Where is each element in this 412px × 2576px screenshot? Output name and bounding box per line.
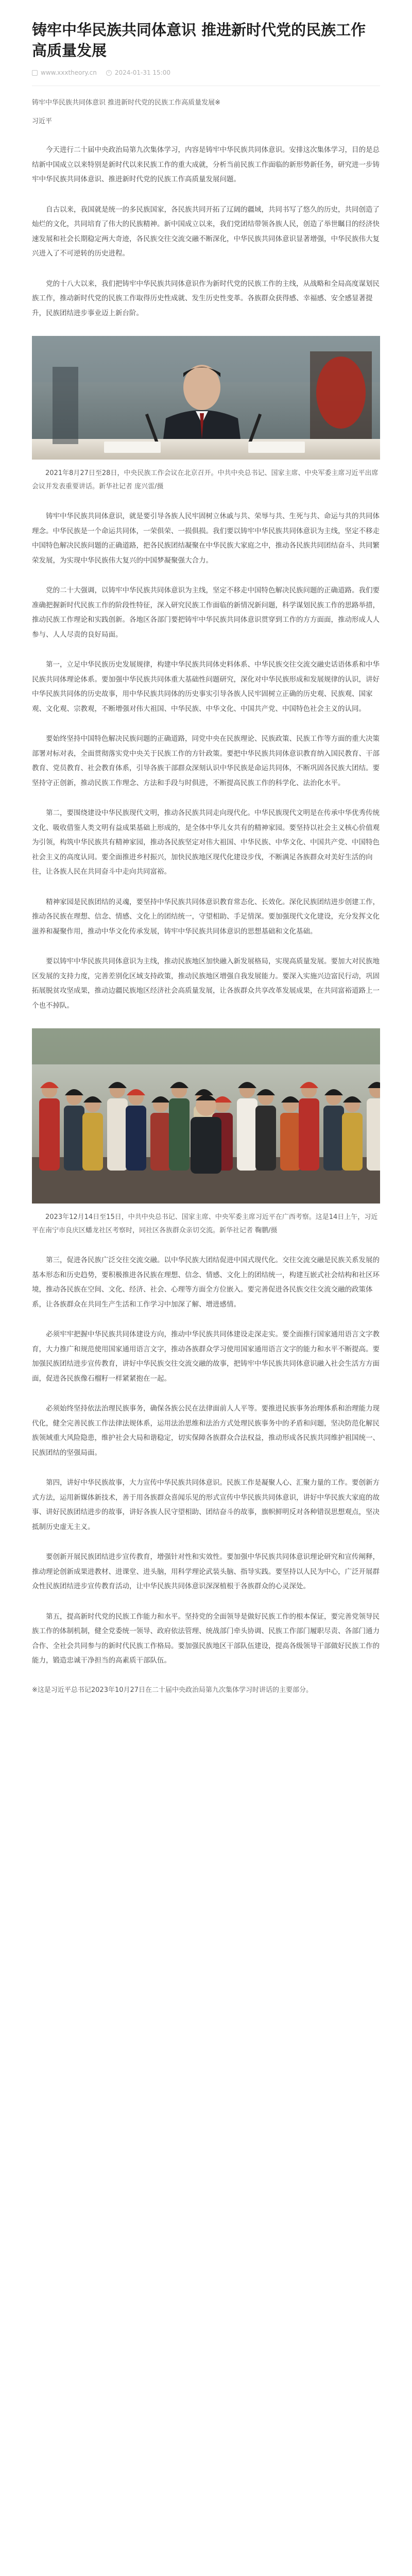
paragraph-gap [32, 1386, 380, 1401]
paragraph: 党的二十大强调，以铸牢中华民族共同体意识为主线，坚定不移走中国特色解决民族问题的正确道路。我们要准确把握新时代民族工作的阶段性特征，深入研究民族工作面临的新情况新问题，科学谋划民族工作的思路举措，推动民族工作理论和实践创新。各地区各部门要把铸牢中华民族共同体意识贯穿到工作的方方面面，推动形成人人参与、人人尽责的良好局面。 [32, 586, 380, 639]
paragraph: 自古以来，我国就是统一的多民族国家，各民族共同开拓了辽阔的疆域，共同书写了悠久的历史，共同创造了灿烂的文化，共同培育了伟大的民族精神。新中国成立以来，我们党团结带领各族人民，创造了举世瞩目的经济快速发展和社会长期稳定两大奇迹，各民族交往交流交融不断深化，中华民族共同体意识显著增强，中华民族伟大复兴进入了不可逆转的历史进程。 [32, 205, 380, 258]
footnote: ※这是习近平总书记2023年10月27日在二十届中央政治局第九次集体学习时讲话的主要部分。 [32, 1686, 313, 1694]
date-meta [106, 69, 170, 76]
caption-gap [32, 1204, 380, 1211]
paragraph: 必须牢牢把握中华民族共同体建设方向，推动中华民族共同体建设走深走实。要全面推行国家通用语言文字教育，大力推广和规范使用国家通用语言文字，推动各族群众学习使用国家通用语言文字的能力和水平不断提高。要加强民族团结进步宣传教育，讲好中华民族交往交流交融的故事，把铸牢中华民族共同体意识融入社会生活方方面面，促进各民族像石榴籽一样紧紧抱在一起。 [32, 1330, 380, 1383]
paragraph: 要创新开展民族团结进步宣传教育，增强针对性和实效性。要加强中华民族共同体意识理论研究和宣传阐释，推动理论创新成果进教材、进课堂、进头脑，用科学理论武装头脑、指导实践。要坚持以人民为中心，广泛开展群众性民族团结进步宣传教育活动，让中华民族共同体意识深深植根于各族群众的心灵深处。 [32, 1553, 380, 1590]
source-meta [32, 69, 97, 76]
paragraph: 第一，立足中华民族历史发展规律，构建中华民族共同体史料体系、中华民族交往交流交融史话语体系和中华民族共同体理论体系。要加强中华民族共同体重大基础性问题研究，深化对中华民族形成和发展规律的认识，讲好中华民族共同体的历史故事，用中华民族共同体的历史事实引导各族人民牢固树立正确的历史观、民族观、国家观、文化观、宗教观，不断增强对伟大祖国、中华民族、中华文化、中国共产党、中国特色社会主义的认同。 [32, 660, 380, 713]
paragraph-gap [32, 642, 380, 657]
paragraph: 党的十八大以来，我们把铸牢中华民族共同体意识作为新时代党的民族工作的主线，从战略和全局高度谋划民族工作，推动新时代党的民族工作取得历史性成就、发生历史性变革。各族群众获得感、幸福感、安全感显著提升，民族团结进步事业迈上新台阶。 [32, 279, 380, 317]
paragraph-gap [32, 261, 380, 277]
article-source[interactable]: www.xxxtheory.cn [41, 69, 97, 76]
crowd-photo [32, 1028, 380, 1204]
paragraph: 要始终坚持中国特色解决民族问题的正确道路，同党中央在民族理论、民族政策、民族工作等方面的重大决策部署对标对表，全面贯彻落实党中央关于民族工作的方针政策。要把中华民族共同体意识教育纳入国民教育、干部教育、党员教育、社会教育体系，引导各族干部群众深刻认识中华民族是命运共同体，不断巩固各民族大团结。要坚持守正创新，推动民族工作理念、方法和手段与时俱进，不断提高民族工作的科学化、法治化水平。 [32, 735, 380, 787]
paragraph-gap [32, 494, 380, 509]
paragraph: 第五，提高新时代党的民族工作能力和水平。坚持党的全面领导是做好民族工作的根本保证，要完善党领导民族工作的体制机制，健全党委统一领导、政府依法管理、统战部门牵头协调、民族工作部门履职尽责、各部门通力合作、全社会共同参与的新时代民族工作格局。要加强民族地区干部队伍建设，提高各级领导干部做好民族工作的能力，锻造忠诚干净担当的高素质干部队伍。 [32, 1612, 380, 1665]
paragraph: 必须始终坚持依法治理民族事务，确保各族公民在法律面前人人平等。要推进民族事务治理体系和治理能力现代化，健全完善民族工作法律法规体系，运用法治思维和法治方式处理民族事务中的矛盾和问题，坚决防范化解民族领域重大风险隐患，维护社会大局和谐稳定，切实保障各族群众合法权益，推动形成各民族共同维护祖国统一、民族团结的坚强局面。 [32, 1404, 380, 1457]
paragraph: 铸牢中华民族共同体意识，就是要引导各族人民牢固树立休戚与共、荣辱与共、生死与共、命运与共的共同体理念。中华民族是一个命运共同体，一荣俱荣、一损俱损。我们要以铸牢中华民族共同体意识为主线，坚定不移走中国特色解决民族问题的正确道路，把各民族团结凝聚在中华民族大家庭之中，推动各民族共同团结奋斗、共同繁荣发展，为实现中华民族伟大复兴的中国梦凝聚强大合力。 [32, 512, 380, 565]
paragraph: 第四，讲好中华民族故事，大力宣传中华民族共同体意识。民族工作是凝聚人心、汇聚力量的工作。要创新方式方法，运用新媒体新技术，善于用各族群众喜闻乐见的形式宣传中华民族共同体意识，讲好中华民族大家庭的故事、讲好民族团结进步的故事，讲好各族人民守望相助、团结奋斗的故事，旗帜鲜明反对各种错误思想观点，坚决抵制历史虚无主义。 [32, 1479, 380, 1531]
photo-caption: 2021年8月27日至28日，中央民族工作会议在北京召开。中共中央总书记、国家主席、中央军委主席习近平出席会议并发表重要讲话。新华社记者 庞兴雷/摄 [32, 469, 379, 490]
article [32, 0, 380, 1697]
meeting-photo [32, 336, 380, 460]
paragraph: 第三，促进各民族广泛交往交流交融。以中华民族大团结促进中国式现代化。交往交流交融是民族关系发展的基本形态和历史趋势，要积极推进各民族在理想、信念、情感、文化上的团结统一，构建互嵌式社会结构和社区环境，推动各民族在空间、文化、经济、社会、心理等方面全方位嵌入。要完善促进各民族交往交流交融的政策体系，让各族群众在共同生产生活和工作学习中加深了解、增进感情。 [32, 1256, 380, 1309]
article-meta [32, 68, 380, 77]
paragraph-gap [32, 1460, 380, 1476]
photo-caption: 2023年12月14日至15日，中共中央总书记、国家主席、中央军委主席习近平在广西考察。这是14日上午，习近平在南宁市良庆区蟠龙社区考察时，同社区各族群众亲切交流。新华社记者 鞠鹏/摄 [32, 1213, 378, 1234]
paragraph-gap [32, 320, 380, 336]
paragraph-gap [32, 127, 380, 143]
paragraph-gap [32, 1534, 380, 1550]
paragraph-gap [32, 790, 380, 806]
paragraph-gap [32, 187, 380, 202]
paragraph-gap [32, 716, 380, 732]
paragraph-gap [32, 1013, 380, 1028]
link-icon [32, 70, 38, 76]
paragraph: 要以铸牢中华民族共同体意识为主线，推动民族地区加快融入新发展格局，实现高质量发展。要加大对民族地区发展的支持力度，完善差别化区域支持政策，推动民族地区增强自我发展能力。要深入实施兴边富民行动，巩固拓展脱贫攻坚成果，推动边疆民族地区经济社会高质量发展，让各族群众共享改革发展成果，在共同富裕道路上一个也不掉队。 [32, 957, 380, 1010]
article-subtitle: 铸牢中华民族共同体意识 推进新时代党的民族工作高质量发展※ [32, 99, 221, 107]
paragraph-gap [32, 879, 380, 895]
article-title: 铸牢中华民族共同体意识 推进新时代党的民族工作高质量发展 [32, 21, 366, 59]
paragraph-gap [32, 939, 380, 954]
paragraph-gap [32, 1668, 380, 1684]
article-body [32, 127, 380, 1697]
paragraph: 第二，要围绕建设中华民族现代文明，推动各民族共同走向现代化。中华民族现代文明是在传承中华优秀传统文化、吸收借鉴人类文明有益成果基础上形成的，是全体中华儿女共有的精神家园。要坚持以社会主义核心价值观为引领，构筑中华民族共有精神家园，推动各民族坚定对伟大祖国、中华民族、中华文化、中国共产党、中国特色社会主义的高度认同。要全面推进乡村振兴，加快民族地区现代化建设步伐，不断满足各族群众对美好生活的向往，让各族人民在共同奋斗中走向共同富裕。 [32, 809, 380, 876]
clock-icon [106, 70, 112, 76]
caption-gap [32, 460, 380, 467]
paragraph-gap [32, 568, 380, 583]
article-date: 2024-01-31 15:00 [114, 69, 170, 76]
paragraph-gap [32, 1238, 380, 1253]
paragraph: 今天进行二十届中央政治局第九次集体学习，内容是铸牢中华民族共同体意识。安排这次集体学习，目的是总结新中国成立以来特别是新时代以来民族工作的重大成就，分析当前民族工作面临的新形势新任务，研究进一步铸牢中华民族共同体意识、推进新时代党的民族工作高质量发展问题。 [32, 146, 380, 183]
paragraph: 精神家园是民族团结的灵魂，要坚持中华民族共同体意识教育常态化、长效化。深化民族团结进步创建工作，推动各民族在理想、信念、情感、文化上的团结统一，守望相助、手足情深。要加强现代文化建设，充分发挥文化滋养和凝聚作用，推动中华文化传承发展，铸牢中华民族共同体意识的思想基础和文化基础。 [32, 897, 380, 936]
paragraph-gap [32, 1594, 380, 1609]
paragraph-gap [32, 1312, 380, 1327]
article-author: 习近平 [32, 117, 53, 125]
